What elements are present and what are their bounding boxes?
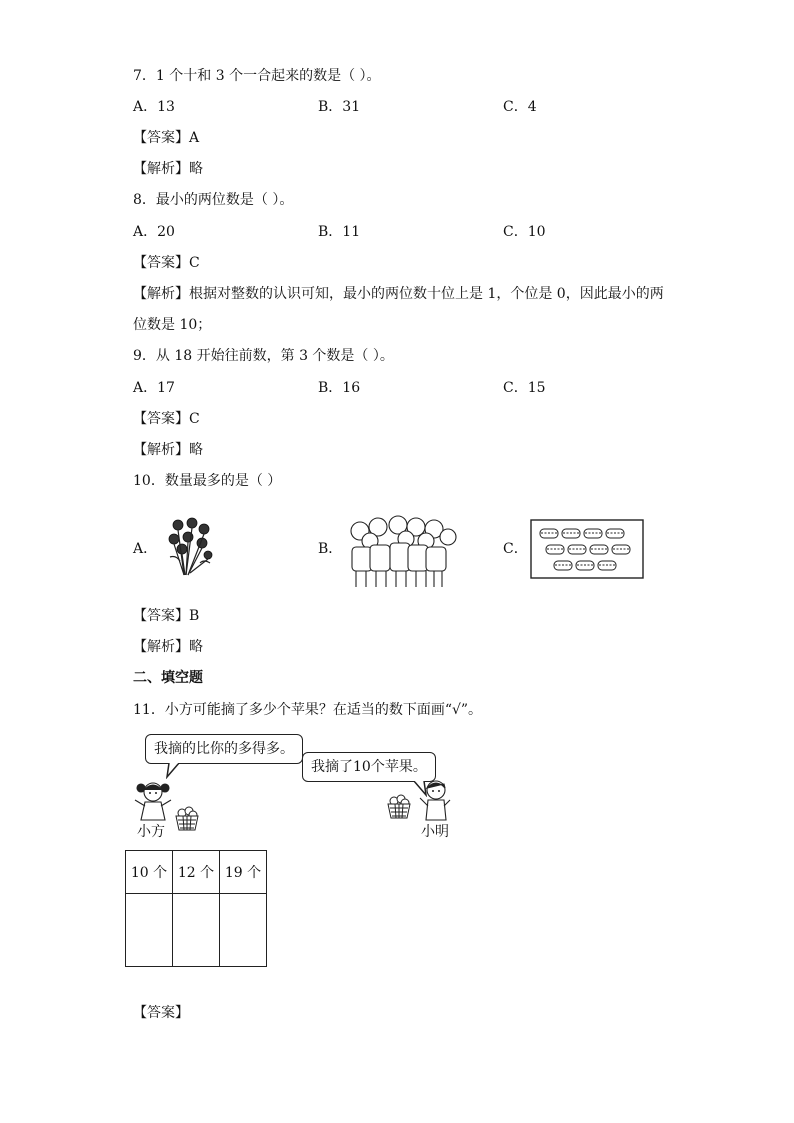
q9-option-c: C．15 <box>503 380 546 396</box>
q9-question: 9．从 18 开始往前数，第 3 个数是（ ）。 <box>133 348 394 364</box>
section-title: 二、填空题 <box>133 670 203 686</box>
q8-option-b: B．11 <box>318 224 361 240</box>
boy-figure-icon <box>414 778 454 824</box>
q10-analysis: 【解析】略 <box>133 639 203 655</box>
q9-option-b: B．16 <box>318 380 361 396</box>
table-row <box>126 894 267 967</box>
bubble-tail-left <box>165 763 185 779</box>
q11-answer: 【答案】 <box>133 1005 189 1021</box>
q7-question: 7．1 个十和 3 个一合起来的数是（ ）。 <box>133 68 381 84</box>
q8-analysis-line1: 【解析】根据对整数的认识可知，最小的两位数十位上是 1，个位是 0，因此最小的两 <box>133 286 664 302</box>
q7-option-a: A．13 <box>133 99 175 115</box>
apple-basket-icon <box>386 794 412 820</box>
q10-option-b: B． <box>318 541 343 557</box>
table-header-cell: 19 个 <box>220 851 267 894</box>
q8-option-a: A．20 <box>133 224 175 240</box>
q8-question: 8．最小的两位数是（ ）。 <box>133 192 294 208</box>
q7-answer: 【答案】A <box>133 130 200 146</box>
table-answer-cell[interactable] <box>220 894 267 967</box>
q8-analysis-line2: 位数是 10； <box>133 317 212 333</box>
choice-table <box>125 850 267 967</box>
q8-option-c: C．10 <box>503 224 546 240</box>
q9-option-a: A．17 <box>133 380 175 396</box>
speech-bubble-right-text: 我摘了10个苹果。 <box>311 759 427 775</box>
q7-option-c: C．4 <box>503 99 537 115</box>
flowers-image <box>160 515 220 579</box>
table-header-cell: 12 个 <box>173 851 220 894</box>
name-xiaoming: 小明 <box>421 824 449 840</box>
speech-bubble-left-text: 我摘的比你的多得多。 <box>154 741 294 757</box>
q10-answer: 【答案】B <box>133 608 200 624</box>
buns-box-image <box>530 519 644 579</box>
q10-question: 10．数量最多的是（ ） <box>133 473 282 489</box>
q11-question: 11．小方可能摘了多少个苹果？在适当的数下面画“√”。 <box>133 702 483 718</box>
q10-option-a: A． <box>133 541 158 557</box>
q10-option-c: C． <box>503 541 528 557</box>
speech-bubble-left <box>145 734 303 764</box>
girl-figure-icon <box>133 778 177 824</box>
q9-analysis: 【解析】略 <box>133 442 203 458</box>
table-answer-cell[interactable] <box>173 894 220 967</box>
q7-analysis: 【解析】略 <box>133 161 203 177</box>
children-group-image <box>346 513 458 591</box>
table-header-row <box>126 851 267 894</box>
table-answer-cell[interactable] <box>126 894 173 967</box>
name-xiaofang: 小方 <box>137 824 165 840</box>
apple-basket-icon <box>174 806 200 832</box>
q8-answer: 【答案】C <box>133 255 200 271</box>
q7-option-b: B．31 <box>318 99 361 115</box>
q9-answer: 【答案】C <box>133 411 200 427</box>
table-header-cell: 10 个 <box>126 851 173 894</box>
